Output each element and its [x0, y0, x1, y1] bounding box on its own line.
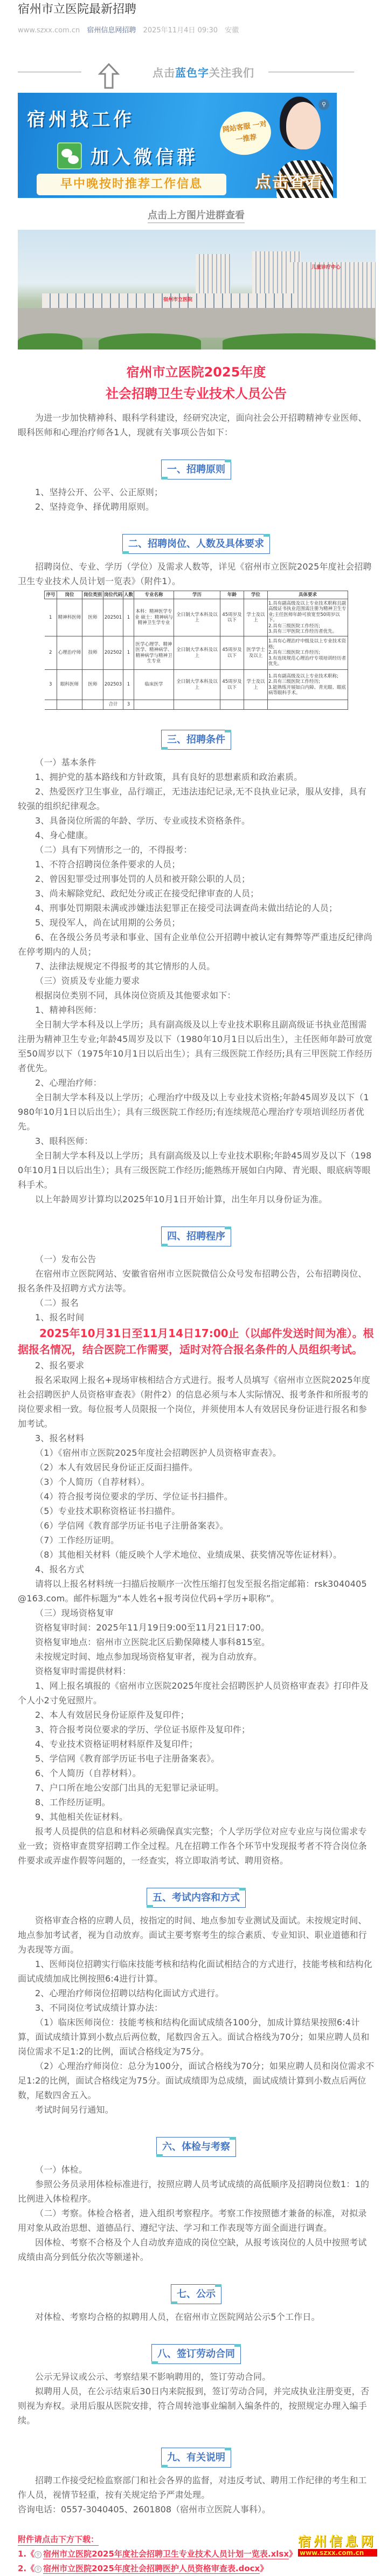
paragraph: 3、眼科医师：: [35, 1136, 93, 1146]
link-icon: ⚲: [34, 2551, 41, 2558]
paragraph: 资格复审时间：2025年11月19日9:00至11月21日17:00。: [35, 1622, 270, 1633]
table-row: [45, 670, 348, 700]
table-cell: 医学学士及以上: [244, 636, 268, 670]
table-cell: 45周岁及以下: [220, 670, 244, 700]
banner-caption: [18, 209, 375, 230]
table-header-row: [45, 591, 348, 599]
follow-prompt: [18, 36, 375, 93]
paragraph: 9、其他相关佐证材料。: [35, 1812, 128, 1822]
table-cell: 医师: [82, 599, 103, 636]
section-heading-wrap: [18, 2284, 375, 2304]
paragraph: 资格复审时需提供材料：: [35, 1666, 131, 1676]
paragraph: 6、在各级公务员考录和事业、国有企业单位公开招聘中被认定有舞弊等严重违反纪律尚在停考期内的人员；: [18, 932, 372, 957]
table-header-cell: 学历: [174, 591, 220, 599]
follow-text-blue: 蓝色字: [175, 66, 209, 79]
table-header-cell: 具体要求: [268, 591, 348, 599]
table-cell: 2: [45, 636, 57, 670]
up-arrow-icon: [98, 63, 120, 89]
section-8: [18, 2344, 375, 2428]
table-header-cell: 学位: [244, 591, 268, 599]
paragraph: （一）发布公告: [35, 1254, 96, 1264]
paragraph: （1）《宿州市立医院2025年度社会招聘医护人员资格审查表》。: [35, 1448, 282, 1458]
paragraph: 资格复审地点：宿州市立医院北区后勤保障楼人事科815室。: [35, 1637, 271, 1647]
attachment-prefix: 2.《: [18, 2564, 35, 2573]
table-header-cell: 序号: [45, 591, 57, 599]
watermark-url: www.szxx.com.cn: [298, 2549, 377, 2557]
paragraph: 3、不同岗位考试成绩计算办法：: [35, 2003, 163, 2013]
paragraph: 根据岗位类别不同，具体岗位资质及其他要求如下：: [35, 990, 236, 1001]
paragraph: （2）心理治疗师岗位：总分为100分，面试合格线为70分；如果应聘人员和岗位需求不足1:2的比例，面试合格线定为75分。面试成绩即为总成绩，面试成绩计算到小数点后两位数，尾数四舍五入。: [18, 2061, 375, 2100]
paragraph: 1、报名时间: [35, 1312, 85, 1323]
table-cell: 1.具有副高级及以上专业技术职称; 2.具有三级医院工作经历; 3.能熟练开展如白内障、青光眼、眼底病等眼科手术。: [268, 670, 348, 700]
table-cell: [244, 700, 268, 710]
paragraph: 4、身心健康。: [35, 830, 93, 840]
paragraph: 2、心理治疗师岗位招聘以结构化面试方式进行。: [35, 1988, 224, 1998]
paragraph: 2、热爱医疗卫生事业，品行端正，无违法违纪记录,无不良执业记录，服从安排，具有较强的组织纪律观念。: [18, 786, 367, 811]
section-heading-wrap: [18, 1888, 375, 1908]
paragraph: （一）体检。: [35, 2164, 88, 2175]
table-cell: 本科：精神医学专业 硕士：精神病与精神卫生学专业: [134, 599, 174, 636]
paragraph: 以上年龄周岁计算均以2025年10月1日开始计算，出生年月以身份证为准。: [35, 1194, 328, 1204]
section-heading-wrap: [18, 534, 375, 554]
paragraph: 5、现役军人，尚在试用期的公务员；: [35, 917, 181, 928]
banner-line3: 早中晚按时推荐工作信息: [37, 174, 226, 195]
section-6: [18, 2137, 375, 2264]
paragraph: 7、法律法规规定不得报考的其它情形的人员。: [35, 961, 216, 971]
follow-text-post: 关注我们: [209, 66, 254, 79]
paragraph: 4、专业技术资格证明材料原件及复印件；: [35, 1739, 198, 1749]
paragraph: 公示无异议或公示、考察结果不影响聘用的，签订劳动合同。: [35, 2372, 271, 2382]
table-cell: [220, 700, 244, 710]
paragraph: 3、报名材料: [35, 1433, 85, 1443]
table-cell: 眼科医师: [57, 670, 82, 700]
section-5: [18, 1888, 375, 2117]
table-cell: 学士及以上: [244, 599, 268, 636]
hospital-photo: 宿州市立医院 儿童诊疗中心: [18, 230, 376, 350]
follow-text-pre: 点击: [153, 66, 175, 79]
paragraph: 资格审查合格的应聘人员，按指定的时间、地点参加专业测试及面试。未按规定时间、地点参加考试者，视为自动放弃。面试主要考察考生的综合素质、专业知识、职业道德和行为表现等方面。: [18, 1915, 368, 1955]
table-header-cell: 专业名称: [134, 591, 174, 599]
paragraph: 2、本人有效居民身份证原件及复印件；: [35, 1710, 189, 1720]
attachment-link-2[interactable]: [18, 2561, 375, 2576]
publish-time: 2025年11月4日 09:30: [143, 26, 218, 35]
paragraph: 参照公务员录用体检标准进行，按照应聘人员考试成绩的高低顺序及招聘岗位数1：1的比例进入体检程序。: [18, 2179, 370, 2204]
paragraph: 1、精神科医师：: [35, 1005, 102, 1015]
table-cell: 技师: [82, 636, 103, 670]
table-cell: 学士及以上: [244, 670, 268, 700]
paragraph: 对体检、考察均合格的拟聘用人员，在宿州市立医院网站公示5个工作日。: [35, 2312, 320, 2322]
table-cell: 1: [123, 636, 134, 670]
table-cell: 45周岁及以下: [220, 636, 244, 670]
table-cell: 全日制大学本科及以上: [174, 636, 220, 670]
attachment-suffix: 》: [260, 2564, 268, 2573]
paragraph: （二）考察。体检合格者，进入组织考察程序。考察工作按照德才兼备的标准，对拟录用对象从政治思想、道德品行、遵纪守法、学习和工作表现等方面全面进行调查。: [18, 2208, 367, 2233]
paragraph: 7、户口所在地公安部门出具的无犯罪记录证明。: [35, 1783, 224, 1793]
paragraph: 4、刑事处罚期限未满或涉嫌违法犯罪正在接受司法调查尚未做出结论的人员；: [35, 903, 338, 913]
paragraph: 2、坚持竞争、择优聘用原则。: [35, 502, 154, 512]
paragraph: （5）专业技术职称资格证书扫描件。: [35, 1506, 181, 1516]
banner-line1: 宿州找工作: [27, 109, 135, 131]
paragraph: （4）符合报考岗位要求的学历、学位证书扫描件。: [35, 1491, 233, 1502]
table-row: [45, 636, 348, 670]
follow-text: [153, 64, 254, 80]
recruitment-plan-table: [44, 591, 348, 710]
table-cell: [134, 700, 174, 710]
attachment-suffix: 》: [289, 2549, 297, 2559]
table-cell: 3: [45, 670, 57, 700]
section-heading-wrap: [18, 2137, 375, 2157]
section-heading: 七、公示: [171, 2284, 221, 2304]
table-cell: 医师: [82, 670, 103, 700]
wechat-group-banner[interactable]: [18, 93, 337, 198]
paragraph: 6、个人简历（自荐材料）。: [35, 1768, 141, 1778]
paragraph: （2）本人有效居民身份证正反面扫描件。: [35, 1462, 198, 1472]
table-cell: [174, 700, 220, 710]
watermark-name: 宿州信息网: [298, 2533, 376, 2549]
paragraph: 全日制大学本科及以上学历；具有副高级及以上专业技术职称;年龄45周岁及以下（1980年10月1日以后出生）；具有三级医院工作经历;能熟练开展如白内障、青光眼、眼底病等眼科手术。: [18, 1150, 372, 1190]
section-heading: 三、招聘条件: [161, 730, 231, 750]
section-4: [18, 1227, 375, 1868]
paragraph: 4、报名方式: [35, 1564, 85, 1574]
section-9: [18, 2448, 375, 2502]
table-cell: [82, 700, 103, 710]
paragraph: 1、不符合招聘岗位条件要求的人员；: [35, 859, 181, 869]
table-header-cell: 岗位代码: [103, 591, 123, 599]
table-cell: 1: [45, 599, 57, 636]
paragraph: 报名采取网上报名+现场审核相结合方式进行。报考人员填写《宿州市立医院2025年度社会招聘医护人员资格审查表》（附件2）的信息必须与本人实际情况、报考条件和所报考的岗位要求相一致。每位报考人员限报一个岗位，并须使用本人有效居民身份证进行报名和参加考试。: [18, 1375, 371, 1429]
paragraph: 请将以上报名材料统一扫描后按顺序一次性压缩打包发至报名指定邮箱：rsk3040405@163.com。邮件标题为“本人姓名+报考岗位代码+学历+职称”。: [18, 1579, 367, 1604]
paragraph: 2、心理治疗师：: [35, 1078, 102, 1088]
paragraph: 全日制大学本科及以上学历；具有副高级及以上专业技术职称且副高级证书执业范围需注册为精神卫生专业;年龄45周岁及以下（1980年10月1日以后出生），主任医师年龄可放宽至50周岁以下（1975年10月1日以后出生）；具有三级医院工作经历;具有三甲医院工作经历者优先。: [18, 1019, 373, 1073]
paragraph: 考试时间另行通知。: [35, 2105, 114, 2115]
notice-title-line1: 宿州市立医院2025年度: [126, 365, 266, 380]
table-cell: 1.具有心理治疗中级及以上专业技术资格; 2.具有三级医院工作经历; 3.有连续规范心理治疗专项培训经历者优先。: [268, 636, 348, 670]
table-cell: 心理治疗师: [57, 636, 82, 670]
link-icon: ⚲: [34, 2566, 41, 2573]
attachment-prefix: 1.《: [18, 2549, 35, 2559]
highlighted-paragraph: 2025年10月31日至11月14日17:00止（以邮件发送时间为准）。根据报名情况，结合医院工作需要，适时对符合报名条件的人员组织考试。: [18, 1327, 374, 1356]
site-url: www.szxx.com.cn: [18, 26, 80, 35]
notice-title: [18, 360, 375, 406]
paragraph: 全日制大学本科及以上学历；心理治疗中级及以上专业技术资格;年龄45周岁及以下（1980年10月1日以后出生）；具有三级医院工作经历;有连续规范心理治疗专项培训经历者优先。: [18, 1092, 369, 1132]
notice-sections: [18, 460, 375, 2502]
paragraph: （二）具有下列情形之一的，不得报考：: [35, 845, 192, 855]
paragraph: 未按规定时间、地点参加现场资格复审者，视为自动放弃。: [35, 1652, 262, 1662]
banner-line2: 加入微信群: [91, 147, 198, 168]
table-cell: [45, 700, 57, 710]
szxx-watermark-logo: [298, 2534, 377, 2558]
table-header-cell: 岗位类别: [82, 591, 103, 599]
source-account-link[interactable]: 宿州信息网招聘: [87, 26, 136, 35]
banner-bubble: 网站客服 一对一推荐: [217, 108, 274, 158]
paragraph: 报考人员提供的信息和材料必须确保真实完整；个人学历学位对应专业应与岗位需求专业一致；资格审查贯穿招聘工作全过程。凡在招聘工作各个环节中发现报考者不符合岗位条件要求或弄虚作假等问题的，一经查实，将立即取消考试、聘用资格。: [18, 1826, 368, 1866]
paragraph: 3、符合报考岗位要求的学历、学位证书原件及复印件；: [35, 1724, 251, 1735]
section-heading: 一、招聘原则: [161, 460, 231, 479]
table-cell: 45周岁及以下: [220, 599, 244, 636]
section-1: [18, 460, 375, 514]
table-cell: [268, 700, 348, 710]
table-cell: 1: [123, 670, 134, 700]
section-heading: 九、有关说明: [161, 2448, 231, 2468]
paragraph: 8、工作经历证明。: [35, 1797, 110, 1807]
paragraph: （7）工作经历证明。: [35, 1535, 120, 1545]
paragraph: 因体检、考察不合格及个人自动放弃造成的岗位空缺，从报考该岗位的人员中按照考试成绩由高分到低分依次等额递补。: [18, 2237, 367, 2262]
paragraph: 招聘岗位、专业、学历（学位）及需求人数等，详见《宿州市立医院2025年度社会招聘卫生专业技术人员计划一览表》（附件1）。: [18, 561, 372, 586]
table-cell: 202502: [103, 636, 123, 670]
table-cell: [57, 700, 82, 710]
banner-caption-text: 点击上方图片进群查看: [148, 209, 245, 223]
paragraph: （3）个人简历（自荐材料）。: [35, 1477, 150, 1487]
table-row: [45, 700, 348, 710]
table-header-cell: 人数: [123, 591, 134, 599]
section-heading-wrap: [18, 730, 375, 750]
paragraph: 1、坚持公开、公平、公正原则；: [35, 487, 163, 497]
contact-phone: 咨询电话：0557-3040405、2601808（宿州市立医院人事科）。: [18, 2504, 271, 2515]
section-heading: 二、招聘岗位、人数及具体要求: [122, 534, 270, 554]
intro-paragraph: 为进一步加快精神科、眼科学科建设，经研究决定，面向社会公开招聘精神专业医师、眼科医师和心理治疗师各1人，现就有关事项公告如下：: [18, 413, 367, 437]
article-meta: [18, 25, 375, 36]
paragraph: （一）基本条件: [35, 757, 96, 768]
section-3: [18, 730, 375, 1207]
table-header-cell: 年龄: [220, 591, 244, 599]
paragraph: 拟聘用人员，在公示结束后30日内来院报到，签订劳动合同，并完成执业注册变更，否则视为弃权。录用后服从医院安排，符合周转池事业编制入编条件的，按照规定办理入编手续。: [18, 2386, 370, 2426]
region: 安徽: [225, 26, 239, 35]
section-heading: 六、体检与考察: [156, 2137, 236, 2157]
section-2: [18, 534, 375, 710]
section-heading: 八、签订劳动合同: [151, 2344, 241, 2364]
paragraph: 5、学信网《教育部学历证书电子注册备案表》。: [35, 1753, 220, 1764]
attachment-title[interactable]: 宿州市立医院2025年度社会招聘卫生专业技术人员计划一览表.xlsx: [43, 2549, 289, 2559]
section-7: [18, 2284, 375, 2324]
paragraph: （二）报名: [35, 1298, 79, 1308]
section-heading-wrap: [18, 460, 375, 479]
paragraph: 在宿州市立医院网站、安徽省宿州市立医院微信公众号发布招聘公告，公布招聘岗位、报名条件及招聘方式方法等。: [18, 1269, 367, 1293]
table-cell: 202501: [103, 599, 123, 636]
wechat-icon: [57, 142, 82, 169]
table-cell: 临床医学: [134, 670, 174, 700]
paragraph: （三）资质及专业能力要求: [35, 976, 140, 986]
table-cell: 医学心理学、精神医学、精神病学、精神病学与精神卫生专业: [134, 636, 174, 670]
section-heading-wrap: [18, 2344, 375, 2364]
table-row: [45, 599, 348, 636]
table-cell: 1.具有副高级及以上专业技术职称且副高级证书执业范围需注册为精神卫生专业;主任医师年龄可放宽至50周岁以下。 2.具有三级医院工作经历; 3.具有三甲医院工作经历者优先。: [268, 599, 348, 636]
section-heading: 五、考试内容和方式: [147, 1888, 246, 1908]
table-cell: 1: [123, 599, 134, 636]
banner-cta[interactable]: 点击查看: [255, 173, 324, 191]
paragraph: 3、具备岗位所需的年龄、学历、专业或技术资格条件。: [35, 816, 251, 826]
table-cell: 全日制大学本科及以上: [174, 670, 220, 700]
table-cell: 全日制大学本科及以上: [174, 599, 220, 636]
link-icon[interactable]: ⚲: [318, 99, 329, 110]
paragraph: 2、报名要求: [35, 1360, 85, 1371]
table-header-cell: 岗位: [57, 591, 82, 599]
paragraph: 3、尚未解除党纪、政纪处分或正在接受纪律审查的人员；: [35, 888, 259, 899]
paragraph: （8）其他相关材料（能反映个人学术地位、业绩成果、获奖情况等佐证材料）。: [35, 1550, 342, 1560]
attachments-label: 附件请点击下方下载：: [18, 2533, 99, 2546]
section-heading: 四、招聘程序: [161, 1227, 231, 1246]
paragraph: 招聘工作接受纪检监察部门和社会各界的监督，对违反考试、聘用工作纪律的考生和工作人员，视情节轻重，按有关规定给予严肃处理。: [18, 2475, 367, 2500]
section-heading-wrap: [18, 2448, 375, 2468]
paragraph: 1、网上报名填报的《宿州市立医院2025年度社会招聘医护人员资格审查表》打印件及个人小2寸免冠照片。: [18, 1681, 369, 1705]
paragraph: （6）学信网《教育部学历证书电子注册备案表》。: [35, 1520, 228, 1531]
paragraph: 1、医师岗位招聘实行临床技能考核和结构化面试相结合的方式进行，技能考核和结构化面试成绩加成比例按照6:4进行计算。: [18, 1959, 372, 1984]
table-cell: 合计: [103, 700, 123, 710]
table-cell: 3: [123, 700, 134, 710]
paragraph: 1、拥护党的基本路线和方针政策，具有良好的思想素质和政治素质。: [35, 772, 303, 782]
notice-title-line2: 社会招聘卫生专业技术人员公告: [106, 386, 287, 401]
attachment-title[interactable]: 宿州市立医院2025年度社会招聘医护人员资格审查表.docx: [43, 2564, 260, 2573]
article-title: 宿州市立医院最新招聘: [18, 3, 137, 16]
paragraph: 2、曾因犯罪受过刑事处罚的人员和被开除公职的人员；: [35, 874, 251, 884]
table-cell: 精神科医师: [57, 599, 82, 636]
section-heading-wrap: [18, 1227, 375, 1246]
paragraph: （1）临床医师岗位：技能考核和结构化面试成绩各100分，加成计算结果按照6:4计算，面试成绩计算到小数点后两位数，尾数四舍五入。面试合格线为70分；如果应聘人员和岗位需求不足1:2的比例，面试合格线定为75分。: [18, 2017, 370, 2057]
table-cell: 202503: [103, 670, 123, 700]
paragraph: （三）现场资格复审: [35, 1608, 114, 1618]
